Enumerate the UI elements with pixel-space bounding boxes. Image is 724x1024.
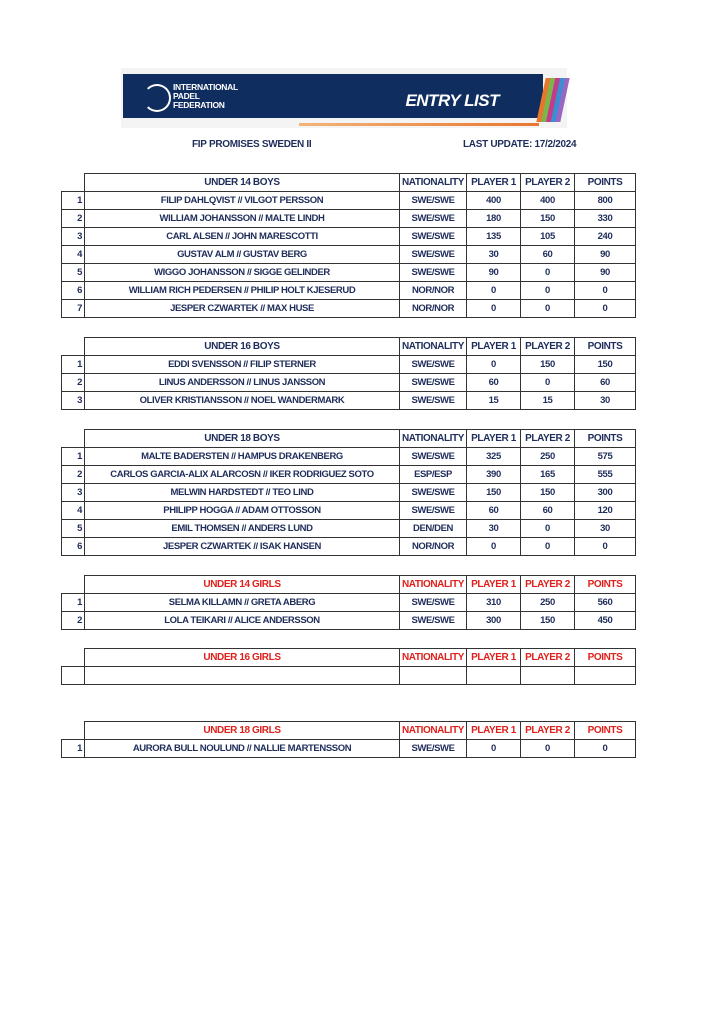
player-1-points-cell: 0 [467,356,521,374]
col-player-1: PLAYER 1 [467,722,521,740]
category-title: UNDER 14 BOYS [85,174,400,192]
player-1-points-cell: 400 [467,192,521,210]
rank-cell: 7 [62,300,85,318]
logo-line: INTERNATIONAL [173,82,238,92]
col-player-2: PLAYER 2 [521,174,575,192]
col-player-2: PLAYER 2 [521,576,575,594]
col-player-1: PLAYER 1 [467,174,521,192]
team-cell: OLIVER KRISTIANSSON // NOEL WANDERMARK [85,392,400,410]
team-cell: PHILIPP HOGGA // ADAM OTTOSSON [85,502,400,520]
total-points-cell: 60 [575,374,636,392]
total-points-cell: 120 [575,502,636,520]
total-points-cell: 90 [575,246,636,264]
logo-line: FEDERATION [173,100,225,110]
player-2-points-cell: 250 [521,594,575,612]
nationality-cell: SWE/SWE [400,356,467,374]
team-cell: MALTE BADERSTEN // HAMPUS DRAKENBERG [85,448,400,466]
player-1-points-cell: 30 [467,520,521,538]
player-1-points-cell: 60 [467,374,521,392]
player-1-points-cell: 15 [467,392,521,410]
team-cell: LINUS ANDERSSON // LINUS JANSSON [85,374,400,392]
nationality-cell: DEN/DEN [400,520,467,538]
banner-title: ENTRY LIST [405,91,499,110]
nationality-cell: SWE/SWE [400,502,467,520]
player-2-points-cell: 0 [521,264,575,282]
table-row [62,594,636,612]
rank-cell: 4 [62,502,85,520]
last-update: LAST UPDATE: 17/2/2024 [463,139,577,150]
team-cell: WILLIAM JOHANSSON // MALTE LINDH [85,210,400,228]
nationality-cell: SWE/SWE [400,228,467,246]
player-2-points-cell: 250 [521,448,575,466]
table-row [62,192,636,210]
team-cell: EDDI SVENSSON // FILIP STERNER [85,356,400,374]
player-1-points-cell: 0 [467,300,521,318]
player-1-points-cell: 30 [467,246,521,264]
team-cell: EMIL THOMSEN // ANDERS LUND [85,520,400,538]
player-2-points-cell: 150 [521,210,575,228]
player-2-points-cell: 0 [521,520,575,538]
table-row [62,210,636,228]
player-1-points-cell: 300 [467,612,521,630]
total-points-cell: 150 [575,356,636,374]
tournament-name: FIP PROMISES SWEDEN II [192,139,312,150]
header-blank [62,338,85,356]
entry-table [61,721,636,758]
nationality-cell: ESP/ESP [400,466,467,484]
table-row [62,356,636,374]
player-2-points-cell [521,667,575,685]
table-row [62,300,636,318]
entry-table [61,337,636,410]
entry-table [61,575,636,630]
player-2-points-cell: 60 [521,502,575,520]
table-header-row [62,430,636,448]
nationality-cell: SWE/SWE [400,594,467,612]
col-player-1: PLAYER 1 [467,649,521,667]
col-points: POINTS [575,174,636,192]
player-2-points-cell: 0 [521,538,575,556]
total-points-cell: 300 [575,484,636,502]
table-row [62,246,636,264]
col-nationality: NATIONALITY [400,338,467,356]
nationality-cell: NOR/NOR [400,300,467,318]
player-2-points-cell: 165 [521,466,575,484]
total-points-cell: 0 [575,740,636,758]
player-1-points-cell: 0 [467,282,521,300]
col-player-2: PLAYER 2 [521,430,575,448]
team-cell: WIGGO JOHANSSON // SIGGE GELINDER [85,264,400,282]
nationality-cell: SWE/SWE [400,374,467,392]
total-points-cell: 0 [575,300,636,318]
nationality-cell: SWE/SWE [400,448,467,466]
table-row [62,228,636,246]
rank-cell: 2 [62,466,85,484]
table-header-row [62,338,636,356]
category-title: UNDER 16 GIRLS [85,649,400,667]
table-row [62,520,636,538]
team-cell: SELMA KILLAMN // GRETA ABERG [85,594,400,612]
total-points-cell: 30 [575,392,636,410]
total-points-cell: 30 [575,520,636,538]
player-2-points-cell: 15 [521,392,575,410]
col-nationality: NATIONALITY [400,174,467,192]
table-row [62,484,636,502]
player-2-points-cell: 0 [521,282,575,300]
col-points: POINTS [575,338,636,356]
table-row [62,264,636,282]
rank-cell: 3 [62,392,85,410]
table-header-row [62,174,636,192]
col-nationality: NATIONALITY [400,722,467,740]
player-1-points-cell: 390 [467,466,521,484]
team-cell: FILIP DAHLQVIST // VILGOT PERSSON [85,192,400,210]
rank-cell: 1 [62,594,85,612]
nationality-cell: NOR/NOR [400,282,467,300]
col-nationality: NATIONALITY [400,430,467,448]
rank-cell: 4 [62,246,85,264]
player-2-points-cell: 0 [521,300,575,318]
rank-cell: 6 [62,538,85,556]
header-blank [62,649,85,667]
nationality-cell: NOR/NOR [400,538,467,556]
player-1-points-cell: 150 [467,484,521,502]
table-row [62,502,636,520]
header-blank [62,174,85,192]
player-2-points-cell: 105 [521,228,575,246]
team-cell: JESPER CZWARTEK // MAX HUSE [85,300,400,318]
player-2-points-cell: 60 [521,246,575,264]
player-2-points-cell: 150 [521,612,575,630]
logo-line: PADEL [173,91,200,101]
team-cell [85,667,400,685]
nationality-cell: SWE/SWE [400,264,467,282]
table-row [62,448,636,466]
category-title: UNDER 14 GIRLS [85,576,400,594]
table-header-row [62,576,636,594]
player-1-points-cell [467,667,521,685]
table-row [62,667,636,685]
orange-underline [299,123,539,126]
rank-cell: 3 [62,484,85,502]
team-cell: AURORA BULL NOULUND // NALLIE MARTENSSON [85,740,400,758]
table-row [62,466,636,484]
rank-cell: 3 [62,228,85,246]
player-1-points-cell: 135 [467,228,521,246]
header-blank [62,430,85,448]
category-title: UNDER 18 GIRLS [85,722,400,740]
team-cell: MELWIN HARDSTEDT // TEO LIND [85,484,400,502]
team-cell: CARLOS GARCIA-ALIX ALARCOSN // IKER RODRIGUEZ SOTO [85,466,400,484]
player-1-points-cell: 60 [467,502,521,520]
player-1-points-cell: 90 [467,264,521,282]
rank-cell: 1 [62,740,85,758]
player-1-points-cell: 310 [467,594,521,612]
rank-cell: 1 [62,448,85,466]
table-row [62,282,636,300]
col-nationality: NATIONALITY [400,576,467,594]
player-2-points-cell: 0 [521,374,575,392]
total-points-cell: 555 [575,466,636,484]
rank-cell: 2 [62,210,85,228]
total-points-cell: 0 [575,282,636,300]
table-row [62,392,636,410]
header-blank [62,576,85,594]
entry-table [61,648,636,685]
team-cell: GUSTAV ALM // GUSTAV BERG [85,246,400,264]
rank-cell: 5 [62,520,85,538]
rank-cell: 2 [62,374,85,392]
nationality-cell: SWE/SWE [400,246,467,264]
table-header-row [62,649,636,667]
total-points-cell: 800 [575,192,636,210]
table-row [62,612,636,630]
team-cell: CARL ALSEN // JOHN MARESCOTTI [85,228,400,246]
col-player-2: PLAYER 2 [521,649,575,667]
entry-table [61,173,636,318]
col-points: POINTS [575,430,636,448]
team-cell: LOLA TEIKARI // ALICE ANDERSSON [85,612,400,630]
player-1-points-cell: 180 [467,210,521,228]
fip-logo-icon [143,84,171,112]
fip-banner [121,68,567,128]
player-2-points-cell: 150 [521,356,575,374]
rank-cell: 1 [62,192,85,210]
col-player-1: PLAYER 1 [467,576,521,594]
header-blank [62,722,85,740]
col-nationality: NATIONALITY [400,649,467,667]
table-row [62,740,636,758]
player-1-points-cell: 325 [467,448,521,466]
team-cell: WILLIAM RICH PEDERSEN // PHILIP HOLT KJESERUD [85,282,400,300]
nationality-cell: SWE/SWE [400,612,467,630]
total-points-cell: 450 [575,612,636,630]
table-row [62,538,636,556]
player-1-points-cell: 0 [467,740,521,758]
nationality-cell: SWE/SWE [400,192,467,210]
total-points-cell: 0 [575,538,636,556]
total-points-cell [575,667,636,685]
total-points-cell: 240 [575,228,636,246]
total-points-cell: 330 [575,210,636,228]
col-points: POINTS [575,722,636,740]
col-points: POINTS [575,576,636,594]
col-player-2: PLAYER 2 [521,338,575,356]
nationality-cell: SWE/SWE [400,392,467,410]
category-title: UNDER 18 BOYS [85,430,400,448]
total-points-cell: 575 [575,448,636,466]
rank-cell: 2 [62,612,85,630]
table-row [62,374,636,392]
rank-cell: 1 [62,356,85,374]
col-player-2: PLAYER 2 [521,722,575,740]
nationality-cell [400,667,467,685]
fip-logo-text [173,83,238,110]
col-points: POINTS [575,649,636,667]
table-header-row [62,722,636,740]
player-1-points-cell: 0 [467,538,521,556]
player-2-points-cell: 150 [521,484,575,502]
nationality-cell: SWE/SWE [400,484,467,502]
col-player-1: PLAYER 1 [467,430,521,448]
entry-table [61,429,636,556]
banner-background [123,74,543,118]
col-player-1: PLAYER 1 [467,338,521,356]
rank-cell [62,667,85,685]
total-points-cell: 90 [575,264,636,282]
rank-cell: 6 [62,282,85,300]
team-cell: JESPER CZWARTEK // ISAK HANSEN [85,538,400,556]
nationality-cell: SWE/SWE [400,740,467,758]
player-2-points-cell: 400 [521,192,575,210]
rank-cell: 5 [62,264,85,282]
player-2-points-cell: 0 [521,740,575,758]
nationality-cell: SWE/SWE [400,210,467,228]
total-points-cell: 560 [575,594,636,612]
category-title: UNDER 16 BOYS [85,338,400,356]
